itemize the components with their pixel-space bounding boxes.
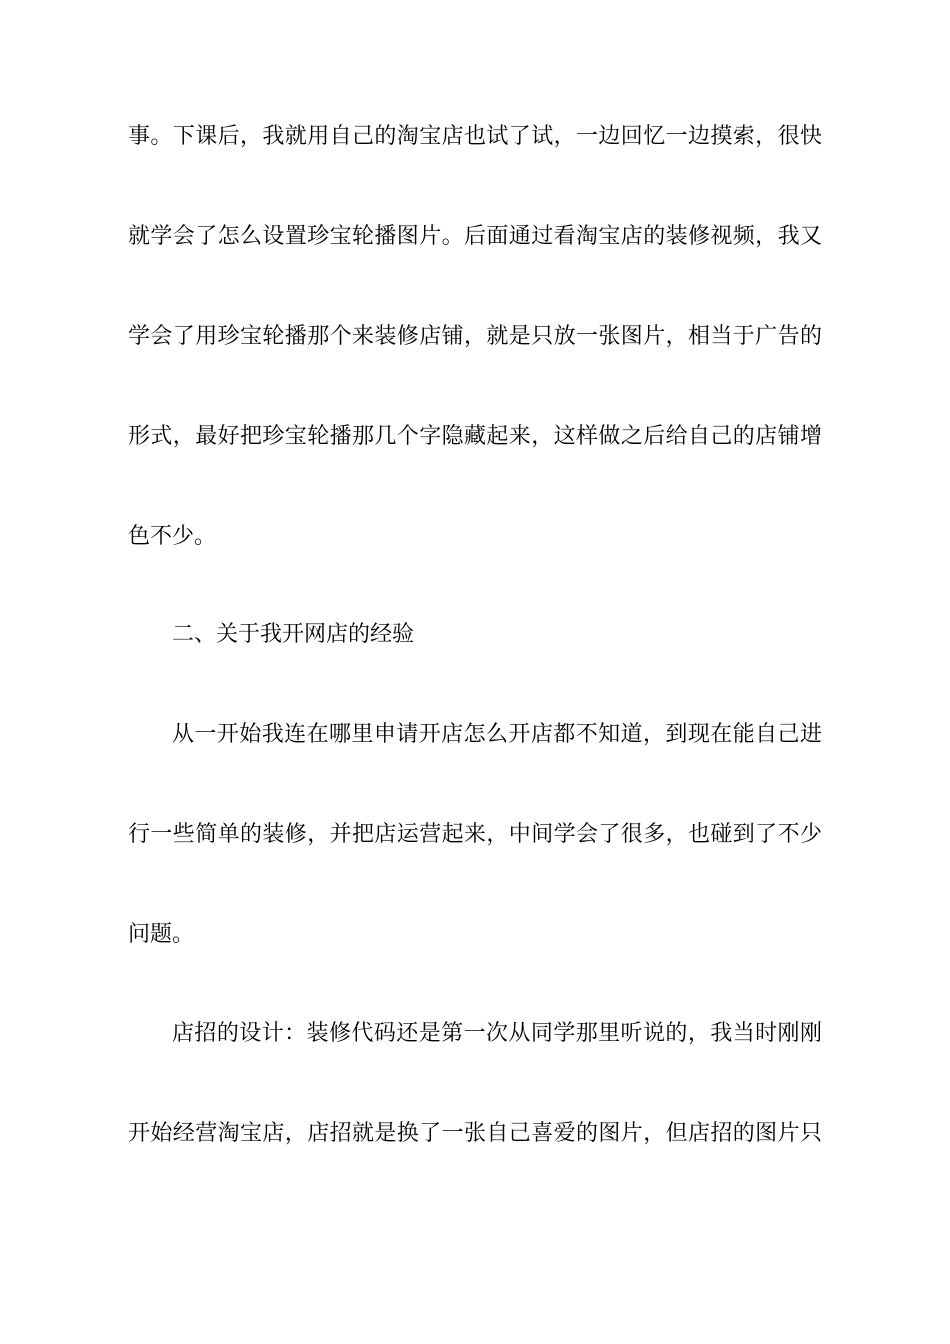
- paragraph-line: 事。下课后，我就用自己的淘宝店也试了试，一边回忆一边摸索，很快: [128, 124, 822, 149]
- paragraph-line: 色不少。: [128, 524, 217, 549]
- paragraph-line: 店招的设计：装修代码还是第一次从同学那里听说的，我当时刚刚: [172, 1021, 822, 1046]
- paragraph-line: 行一些简单的装修，并把店运营起来，中间学会了很多，也碰到了不少: [128, 822, 822, 847]
- section-heading: 二、关于我开网店的经验: [172, 622, 415, 647]
- paragraph-line: 问题。: [128, 922, 195, 947]
- paragraph-line: 就学会了怎么设置珍宝轮播图片。后面通过看淘宝店的装修视频，我又: [128, 224, 822, 249]
- paragraph-line: 形式，最好把珍宝轮播那几个字隐藏起来，这样做之后给自己的店铺增: [128, 424, 822, 449]
- paragraph-line: 开始经营淘宝店，店招就是换了一张自己喜爱的图片，但店招的图片只: [128, 1121, 822, 1146]
- paragraph-line: 从一开始我连在哪里申请开店怎么开店都不知道，到现在能自己进: [172, 722, 822, 747]
- paragraph-line: 学会了用珍宝轮播那个来装修店铺，就是只放一张图片，相当于广告的: [128, 324, 822, 349]
